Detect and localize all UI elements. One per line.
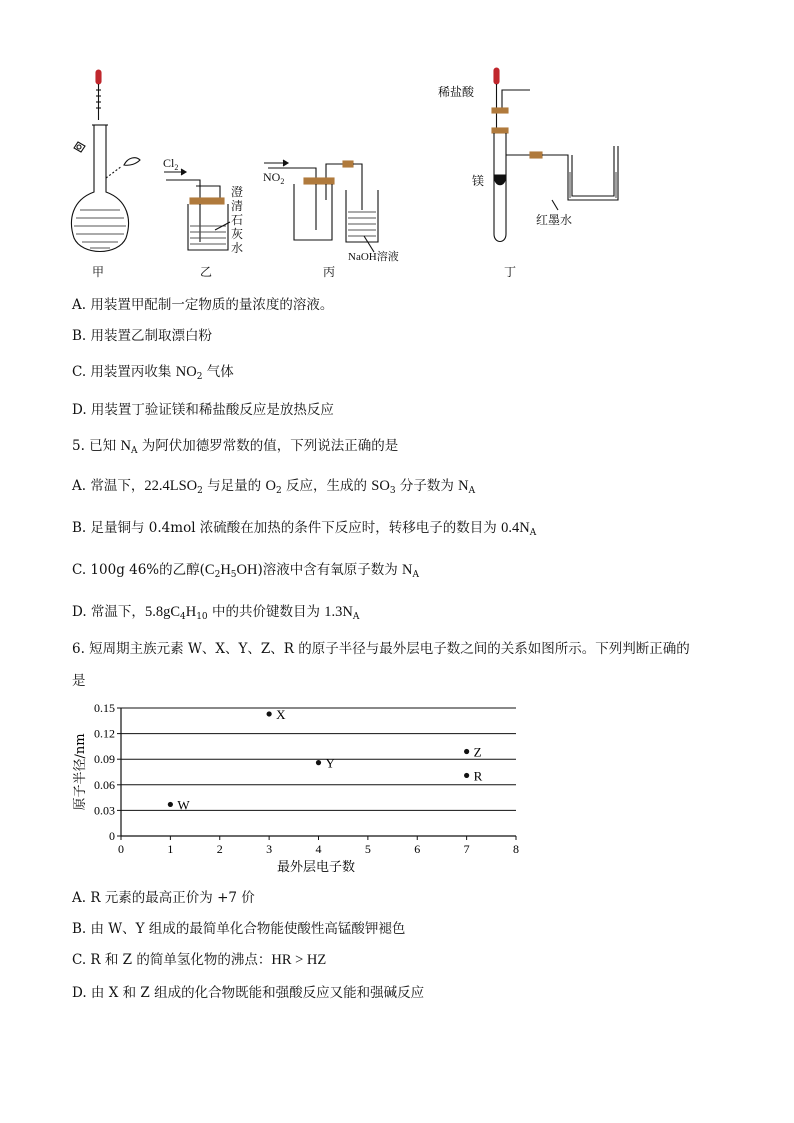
label-limewater-2: 清 <box>231 199 244 213</box>
q4-option-b: B. 用装置乙制取漂白粉 <box>72 328 213 344</box>
q6-stem-line2: 是 <box>72 673 86 689</box>
q6-option-d: D. 由 X 和 Z 组成的化合物既能和强酸反应又能和强碱反应 <box>72 985 425 1001</box>
label-jia: 甲 <box>92 265 105 279</box>
data-point-x <box>267 711 272 716</box>
x-tick-label: 8 <box>513 842 519 856</box>
chart-grid <box>121 708 516 813</box>
q5-option-d: D. 常温下，$5.8gC_4H_{10}$ 中的共价键数目为 $1.3N_A$ <box>72 604 360 622</box>
chart-ylabel: 原子半径/nm <box>73 733 88 811</box>
q5-stem: 5. 已知 $N_A$ 为阿伏加德罗常数的值，下列说法正确的是 <box>72 438 399 456</box>
data-point-r <box>464 773 469 778</box>
label-bing: 丙 <box>323 265 336 279</box>
data-label-z: Z <box>473 744 482 760</box>
y-tick-label: 0 <box>109 829 115 843</box>
chart-xlabel: 最外层电子数 <box>276 860 356 875</box>
q5-option-b: B. 足量铜与 0.4mol 浓硫酸在加热的条件下反应时，转移电子的数目为 $0.4N_A$ <box>72 520 537 538</box>
label-dilute-hcl: 稀盐酸 <box>438 85 475 99</box>
q4-option-d: D. 用装置丁验证镁和稀盐酸反应是放热反应 <box>72 402 334 418</box>
x-tick-label: 7 <box>463 842 470 856</box>
data-label-y: Y <box>325 755 335 771</box>
label-yi: 乙 <box>200 265 213 279</box>
apparatus-bing <box>264 160 378 252</box>
x-tick-label: 3 <box>266 842 273 856</box>
x-tick-label: 6 <box>414 842 421 856</box>
data-point-y <box>316 760 321 765</box>
q6-stem-line1: 6. 短周期主族元素 W、X、Y、Z、R 的原子半径与最外层电子数之间的关系如图所示。下列判断正确的 <box>72 641 690 657</box>
q4-option-a: A. 用装置甲配制一定物质的量浓度的溶液。 <box>72 297 334 313</box>
y-tick-label: 0.09 <box>94 752 115 767</box>
data-label-x: X <box>276 706 286 722</box>
apparatus-yi <box>164 169 230 250</box>
x-tick-label: 5 <box>364 842 371 856</box>
label-limewater-1: 澄 <box>231 185 244 199</box>
q6-option-b: B. 由 W、Y 组成的最简单化合物能使酸性高锰酸钾褪色 <box>72 921 406 937</box>
data-point-z <box>464 749 469 754</box>
radius-scatter-chart <box>66 696 536 881</box>
label-no2: $NO_2$ <box>263 170 285 186</box>
y-tick-label: 0.06 <box>94 777 115 792</box>
data-label-w: W <box>177 797 190 813</box>
x-tick-label: 0 <box>118 842 124 856</box>
label-ding: 丁 <box>504 265 517 279</box>
apparatus-jia <box>71 70 140 252</box>
label-cl2: $Cl_2$ <box>163 156 179 172</box>
q6-option-a: A. R 元素的最高正价为 +7 价 <box>72 890 255 906</box>
x-tick-label: 4 <box>315 842 322 856</box>
label-limewater-5: 水 <box>231 241 244 255</box>
label-naoh: NaOH溶液 <box>348 251 399 263</box>
data-point-w <box>168 802 173 807</box>
apparatus-figure <box>60 60 660 285</box>
label-red-ink: 红墨水 <box>536 213 573 227</box>
x-tick-label: 2 <box>216 842 223 856</box>
q5-option-c: C. 100g 46%的乙醇$(C_2H_5OH)$溶液中含有氧原子数为 $N_A$ <box>72 562 420 580</box>
chart-axes <box>121 708 516 836</box>
label-limewater-3: 石 <box>231 213 244 227</box>
q4-option-c: C. 用装置丙收集 $NO_2$ 气体 <box>72 364 234 382</box>
chart-ticks <box>94 701 519 856</box>
data-label-r: R <box>473 768 483 784</box>
q5-option-a: A. 常温下，$22.4LSO_2$ 与足量的 $O_2$ 反应，生成的 $SO_3$ 分子数为 $N_A$ <box>72 478 476 496</box>
y-tick-label: 0.15 <box>94 701 115 715</box>
y-tick-label: 0.03 <box>94 803 115 818</box>
q6-option-c: C. R 和 Z 的简单氢化物的沸点：HR > HZ <box>72 952 327 968</box>
label-limewater-4: 灰 <box>231 227 244 241</box>
x-tick-label: 1 <box>167 842 174 856</box>
y-tick-label: 0.12 <box>94 726 115 741</box>
label-mg: 镁 <box>472 174 485 188</box>
